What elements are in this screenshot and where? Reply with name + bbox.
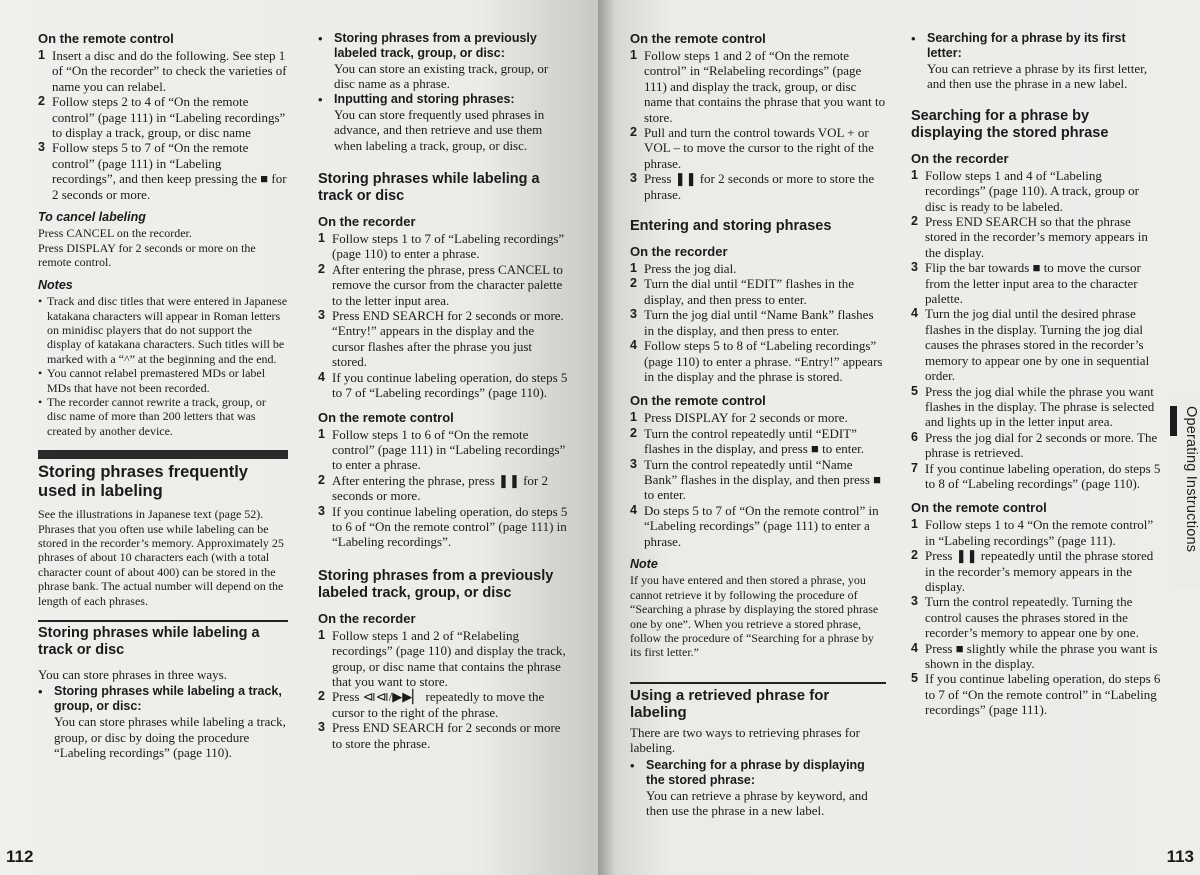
recorder-steps	[630, 261, 886, 384]
step-text: Flip the bar towards ■ to move the cursor from the letter input area to the character palette.	[925, 260, 1141, 307]
step-number: 7	[911, 460, 918, 475]
note-item: • You cannot relabel premastered MDs or label MDs that have not been recorded.	[38, 366, 266, 395]
subsection-intro: You can store phrases in three ways.	[38, 667, 227, 682]
step-text: If you continue labeling operation, do steps 5 to 8 of “Labeling recordings” (page 110).	[925, 460, 1161, 491]
step-item	[38, 94, 288, 140]
step-item	[911, 671, 1163, 717]
step-item	[630, 307, 886, 338]
note-item: • Track and disc titles that were entered in Japanese katakana characters will appear in Roman letters on minidisc players that do not support the display of katakana characters. Such titles will be marked with a “^” at the beginning and the end.	[38, 294, 288, 366]
note-heading: Note	[630, 556, 658, 571]
step-item	[911, 306, 1163, 383]
step-text: Press ■ slightly while the phrase you want is shown in the display.	[925, 640, 1158, 671]
step-number: 2	[318, 261, 325, 276]
bullet-item: • Storing phrases from a previously labeled track, group, or disc: You can store an existing track, group, or disc name as a phrase.	[318, 31, 549, 92]
column-1	[38, 31, 288, 761]
notes-heading: Notes	[38, 277, 73, 292]
step-text: Follow steps 5 to 7 of “On the remote control” (page 111) in “Labeling recordings”, and then keep pressing the ■ for 2 seconds or more.	[52, 140, 287, 202]
step-item	[630, 338, 886, 384]
bullet-item: • Storing phrases while labeling a track, group, or disc: You can store phrases while labeling a track, group, or disc by doing the procedure “Labeling recordings” (page 110).	[38, 684, 286, 761]
step-item	[911, 641, 1163, 672]
step-item	[630, 171, 886, 202]
step-item	[318, 427, 568, 473]
step-text: Follow steps 1 and 4 of “Labeling recordings” (page 110). A track, group or disc is ready to be labeled.	[925, 167, 1139, 214]
step-item	[630, 261, 886, 276]
remote-steps	[38, 48, 288, 202]
on-the-recorder-heading: On the recorder	[630, 244, 728, 260]
step-text: If you continue labeling operation, do steps 5 to 6 of “On the remote control” (page 111) in “Labeling recordings”.	[332, 503, 568, 550]
step-text: Turn the control repeatedly until “Name Bank” flashes in the display, and then press ■ to enter.	[644, 456, 881, 503]
subsection-title: Storing phrases while labeling a track or disc	[318, 171, 540, 205]
step-number: 2	[630, 425, 637, 440]
step-item	[318, 628, 568, 690]
remote-steps	[630, 48, 886, 202]
step-text: Press END SEARCH for 2 seconds or more. “Entry!” appears in the display and the cursor flashes after the phrase you just stored.	[332, 308, 564, 370]
step-item	[630, 426, 886, 457]
step-number: 3	[318, 720, 325, 735]
step-number: 4	[630, 502, 637, 517]
step-item	[630, 48, 886, 125]
step-text: Press END SEARCH so that the phrase stored in the recorder’s memory appears in the display.	[925, 214, 1148, 260]
remote-control-heading: On the remote control	[38, 31, 174, 46]
on-the-recorder-heading: On the recorder	[318, 214, 416, 230]
cancel-line: Press CANCEL on the recorder.	[38, 226, 192, 241]
step-number: 2	[911, 548, 918, 563]
section-side-tab	[1170, 398, 1200, 588]
step-text: Insert a disc and do the following. See step 1 of “On the recorder” to check the varieties of name you can relabel.	[52, 48, 287, 94]
step-item	[318, 308, 568, 370]
step-item	[318, 231, 568, 262]
page-number: 113	[1166, 847, 1194, 866]
step-number: 3	[911, 594, 918, 609]
on-the-recorder-heading: On the recorder	[318, 610, 416, 626]
note-item: • The recorder cannot rewrite a track, group, or disc name of more than 200 letters that was created by another device.	[38, 394, 266, 438]
step-item	[911, 260, 1163, 306]
step-text: Press ❚❚ for 2 seconds or more to store the phrase.	[644, 171, 875, 202]
note-text: If you have entered and then stored a phrase, you cannot retrieve it by following the procedure of “Searching a phrase by displaying the stored phrase one by one”. When you retrieve a stored phrase, follow the procedure of “Searching for a phrase by its first letter.”	[630, 573, 879, 660]
step-number: 4	[911, 306, 918, 321]
bullet-item: • Searching for a phrase by its first letter: You can retrieve a phrase by its first letter, and then use the phrase in a new label.	[911, 31, 1148, 92]
step-text: After entering the phrase, press ❚❚ for 2 seconds or more.	[332, 472, 548, 504]
step-text: Follow steps 2 to 4 of “On the remote control” (page 111) in “Labeling recordings” to display a track, group, or disc name	[52, 94, 286, 141]
step-text: Follow steps 1 and 2 of “On the remote control” in “Relabeling recordings” (page 111) and display the track, group, or disc name that contains the phrase that you want to store.	[644, 48, 886, 125]
step-item	[38, 140, 288, 202]
step-text: If you continue labeling operation, do steps 5 to 7 of “Labeling recordings” (page 110).	[332, 369, 568, 401]
step-item	[318, 720, 568, 751]
step-number: 1	[630, 48, 637, 62]
remote-control-heading: On the remote control	[630, 393, 766, 409]
step-item	[318, 504, 568, 550]
step-text: Turn the control repeatedly until “EDIT” flashes in the display, and press ■ to enter.	[644, 425, 865, 457]
subsection-title: Storing phrases while labeling a track or disc	[38, 620, 288, 659]
step-text: Follow steps 1 to 4 “On the remote control” in “Labeling recordings” (page 111).	[925, 517, 1154, 548]
step-item	[630, 125, 886, 171]
page-113	[598, 0, 1200, 875]
step-number: 2	[630, 276, 637, 291]
step-number: 3	[911, 260, 918, 275]
on-the-recorder-heading: On the recorder	[911, 150, 1009, 166]
step-number: 1	[318, 627, 325, 642]
step-text: Follow steps 5 to 8 of “Labeling recordings” (page 110) to enter a phrase. “Entry!” appears in the display and the phrase is stored.	[644, 338, 883, 384]
step-number: 3	[630, 307, 637, 322]
section-divider-bar	[38, 450, 288, 459]
recorder-steps	[318, 231, 568, 400]
subsection-title: Using a retrieved phrase for labeling	[630, 682, 886, 721]
step-number: 1	[630, 410, 637, 425]
step-text: Turn the dial until “EDIT” flashes in the display, and then press to enter.	[644, 276, 855, 307]
step-text: Press the jog dial while the phrase you want flashes in the display. The phrase is selected and lights up in the letter input area.	[925, 383, 1155, 430]
step-text: Press the jog dial.	[644, 261, 737, 277]
step-item	[630, 503, 886, 549]
step-number: 3	[630, 171, 637, 186]
cancel-line: Press DISPLAY for 2 seconds or more on the remote control.	[38, 240, 256, 270]
step-text: Follow steps 1 and 2 of “Relabeling recordings” (page 110) and display the track, group, or disc name that contains the phrase that you want to store.	[332, 627, 566, 689]
remote-control-heading: On the remote control	[911, 500, 1047, 516]
recorder-steps	[911, 168, 1163, 492]
step-number: 3	[318, 503, 325, 518]
step-item	[911, 594, 1163, 640]
page-112	[0, 0, 598, 875]
column-2	[318, 31, 568, 751]
step-item	[911, 384, 1163, 430]
step-number: 5	[911, 383, 918, 398]
bullet-item: • Searching for a phrase by displaying the stored phrase: You can retrieve a phrase by keyword, and then use the phrase in a new label.	[630, 757, 868, 819]
step-item	[630, 276, 886, 307]
subsection-title: Storing phrases from a previously labeled track, group, or disc	[318, 567, 554, 601]
step-number: 4	[911, 640, 918, 655]
step-text: Follow steps 1 to 7 of “Labeling recordings” (page 110) to enter a phrase.	[332, 231, 565, 262]
step-text: Press DISPLAY for 2 seconds or more.	[644, 410, 848, 426]
recorder-steps	[318, 628, 568, 751]
step-number: 3	[38, 140, 45, 155]
step-number: 6	[911, 429, 918, 444]
subsection-title: Searching for a phrase by displaying the stored phrase	[911, 107, 1109, 141]
step-number: 1	[38, 48, 45, 62]
page-number: 112	[6, 847, 34, 866]
step-number: 1	[318, 231, 325, 246]
step-number: 1	[318, 426, 325, 441]
section-title: Storing phrases frequently used in labeling	[38, 463, 248, 501]
step-text: Press END SEARCH for 2 seconds or more to store the phrase.	[332, 720, 561, 751]
step-text: After entering the phrase, press CANCEL to remove the cursor from the character palette to the letter input area.	[332, 261, 563, 308]
step-text: Press the jog dial for 2 seconds or more. The phrase is retrieved.	[925, 429, 1158, 461]
remote-steps	[630, 410, 886, 549]
remote-steps	[911, 517, 1163, 717]
subsection-intro: There are two ways to retrieving phrases for labeling.	[630, 724, 860, 756]
step-number: 2	[911, 214, 918, 229]
step-item	[911, 461, 1163, 492]
column-4	[911, 31, 1163, 718]
step-text: Press ⧏⧏/▶▶▏ repeatedly to move the cursor to the right of the phrase.	[332, 689, 545, 720]
step-text: Turn the control repeatedly. Turning the control causes the phrases stored in the recorder’s memory to appear one by one.	[925, 594, 1139, 641]
step-item	[318, 370, 568, 401]
step-number: 2	[318, 689, 325, 704]
step-number: 2	[38, 94, 45, 109]
step-item	[630, 410, 886, 425]
step-item	[318, 262, 568, 308]
step-text: Turn the jog dial until the desired phrase flashes in the display. Turning the jog dial causes the phrases stored in the recorder’s memory to appear one by one in sequential order.	[925, 306, 1150, 384]
step-item	[630, 457, 886, 503]
subsection-title: Entering and storing phrases	[630, 218, 832, 235]
bullet-item: • Inputting and storing phrases: You can store frequently used phrases in advance, and then retrieve and use them when labeling a track, group, or disc.	[318, 91, 545, 153]
side-tab-label: Operating Instructions	[1183, 406, 1199, 553]
remote-steps	[318, 427, 568, 550]
section-paragraph: See the illustrations in Japanese text (page 52). Phrases that you often use while labeling can be stored in the recorder’s memory. Approximately 25 phrases of about 10 characters each (with a total character count of about 400) can be stored in the phrase bank. The actual number will depend on the length of each phrases.	[38, 507, 284, 608]
step-item	[911, 548, 1163, 594]
cancel-labeling-heading: To cancel labeling	[38, 210, 146, 225]
remote-control-heading: On the remote control	[318, 409, 454, 425]
side-tab-marker	[1170, 406, 1177, 436]
step-item	[318, 473, 568, 504]
step-number: 3	[630, 456, 637, 471]
step-text: Turn the jog dial until “Name Bank” flashes in the display, and then press to enter.	[644, 307, 874, 338]
step-number: 3	[318, 308, 325, 323]
step-item	[38, 48, 288, 94]
step-text: Press ❚❚ repeatedly until the phrase stored in the recorder’s memory appears in the display.	[925, 548, 1154, 594]
step-number: 2	[318, 472, 325, 487]
step-text: Pull and turn the control towards VOL + or VOL – to move the cursor to the right of the phrase.	[644, 125, 874, 171]
step-item	[911, 214, 1163, 260]
step-item	[318, 689, 568, 720]
step-number: 1	[630, 261, 637, 276]
step-item	[911, 168, 1163, 214]
step-number: 2	[630, 125, 637, 140]
step-text: Follow steps 1 to 6 of “On the remote control” (page 111) in “Labeling recordings” to enter a phrase.	[332, 426, 566, 473]
step-text: Do steps 5 to 7 of “On the remote control” in “Labeling recordings” (page 111) to enter a phrase.	[644, 502, 879, 549]
step-number: 1	[911, 517, 918, 532]
step-number: 5	[911, 671, 918, 686]
remote-control-heading: On the remote control	[630, 31, 766, 46]
step-number: 1	[911, 167, 918, 182]
step-number: 4	[630, 338, 637, 353]
step-item	[911, 517, 1163, 548]
step-number: 4	[318, 369, 325, 384]
step-text: If you continue labeling operation, do steps 6 to 7 of “On the remote control” in “Labeling recordings” (page 111).	[925, 671, 1161, 718]
column-3	[630, 31, 886, 818]
step-item	[911, 430, 1163, 461]
